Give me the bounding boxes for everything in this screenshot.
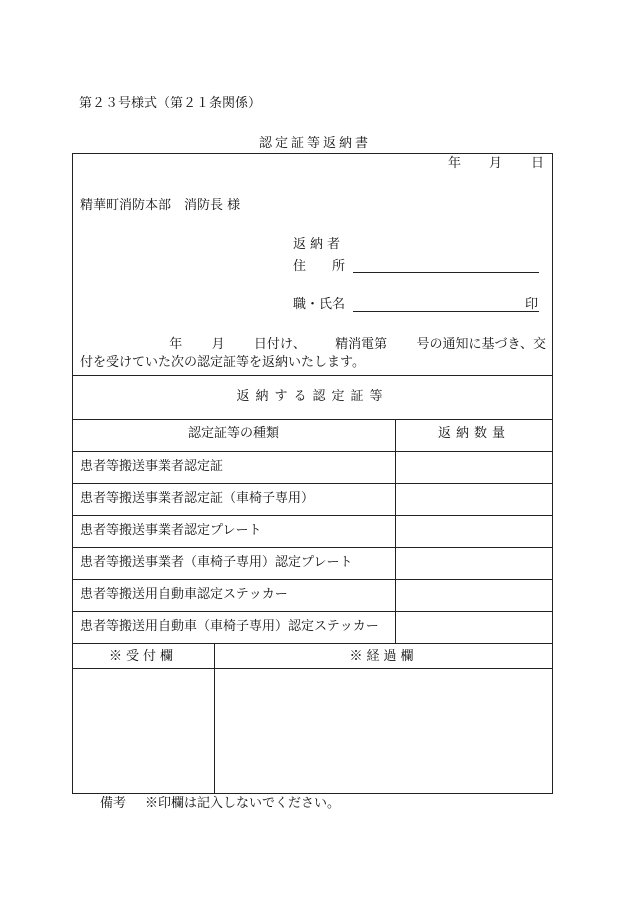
- divider-office-header: [72, 668, 553, 669]
- address-label: 住 所: [293, 259, 346, 274]
- seal-mark: 印: [525, 297, 539, 312]
- divider-row-5: [72, 579, 553, 580]
- progress-header: ※経過欄: [349, 649, 418, 664]
- notice-dated: 日付け、: [253, 337, 306, 352]
- divider-row-3: [72, 515, 553, 516]
- table-row-type: 患者等搬送事業者認定証: [80, 459, 224, 474]
- column-header-quantity: 返納数量: [437, 426, 510, 441]
- notice-year: 年: [169, 337, 183, 352]
- returner-label: 返納者: [293, 237, 345, 252]
- table-row-type: 患者等搬送用自動車認定ステッカー: [80, 587, 288, 602]
- divider-section: [72, 375, 553, 376]
- date-day-label: 日: [531, 156, 545, 171]
- notice-month: 月: [211, 337, 225, 352]
- divider-table-header: [72, 419, 553, 420]
- notice-line-1: [80, 338, 546, 351]
- address-field[interactable]: [353, 272, 539, 273]
- table-row-type: 患者等搬送事業者（車椅子専用）認定プレート: [80, 555, 353, 570]
- remarks-label: 備考: [100, 796, 127, 811]
- divider-row-2: [72, 483, 553, 484]
- table-row-type: 患者等搬送事業者認定証（車椅子専用）: [80, 491, 315, 506]
- table-row-type: 患者等搬送用自動車（車椅子専用）認定ステッカー: [80, 619, 379, 634]
- remarks-text: ※印欄は記入しないでください。: [145, 796, 341, 811]
- addressee: 精華町消防本部 消防長 様: [80, 198, 241, 213]
- notice-line-2: 付を受けていた次の認定証等を返納いたします。: [80, 355, 365, 370]
- divider-column-office: [214, 643, 215, 794]
- divider-row-1: [72, 451, 553, 452]
- position-name-field[interactable]: [353, 311, 539, 312]
- notice-suffix: 号の通知に基づき、交: [416, 337, 546, 352]
- column-header-type: 認定証等の種類: [187, 426, 279, 441]
- form-title: 認定証等返納書: [258, 136, 371, 151]
- divider-row-6: [72, 611, 553, 612]
- notice-prefix: 精消電第: [335, 337, 388, 352]
- divider-column-qty: [395, 419, 396, 643]
- date-year-label: 年: [448, 156, 462, 171]
- divider-office: [72, 643, 553, 644]
- reception-header: ※受付欄: [108, 649, 177, 664]
- date-month-label: 月: [489, 156, 503, 171]
- position-name-label: 職・氏名: [293, 297, 346, 312]
- table-row-type: 患者等搬送事業者認定プレート: [80, 523, 262, 538]
- divider-row-4: [72, 547, 553, 548]
- form-number: 第２３号様式（第２１条関係）: [79, 96, 262, 111]
- section-title: 返納する認定証等: [236, 389, 389, 404]
